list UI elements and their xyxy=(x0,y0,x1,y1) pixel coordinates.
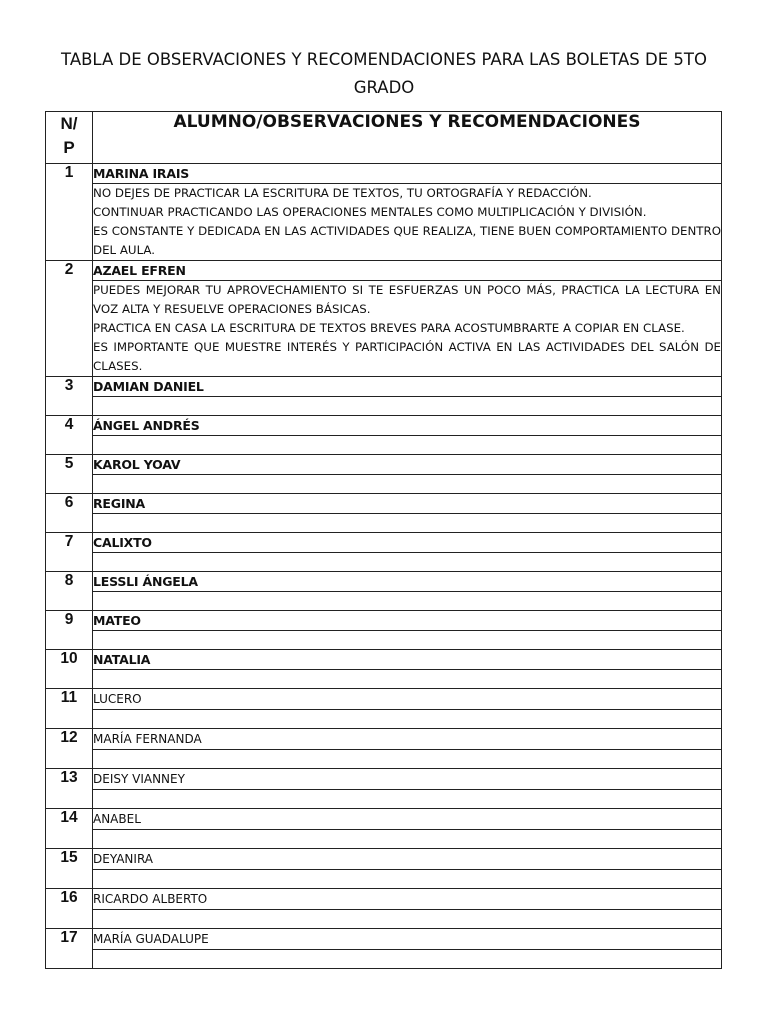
header-main-cell: ALUMNO/OBSERVACIONES Y RECOMENDACIONES xyxy=(93,112,722,164)
observations-cell xyxy=(93,670,722,689)
document-title xyxy=(46,46,722,102)
student-name: MARINA IRAIS xyxy=(93,164,722,184)
student-name: DEYANIRA xyxy=(93,849,722,870)
observations-cell xyxy=(93,631,722,650)
student-name: MATEO xyxy=(93,611,722,631)
row-number: 8 xyxy=(46,572,93,611)
student-name: ÁNGEL ANDRÉS xyxy=(93,416,722,436)
row-number: 3 xyxy=(46,377,93,416)
table-row xyxy=(46,769,722,790)
table-row-observations xyxy=(46,830,722,849)
table-row-observations xyxy=(46,397,722,416)
table-row xyxy=(46,261,722,281)
observations-cell xyxy=(93,436,722,455)
observation-line: PRACTICA EN CASA LA ESCRITURA DE TEXTOS BREVES PARA ACOSTUMBRARTE A COPIAR EN CLASE. xyxy=(93,321,685,335)
table-row xyxy=(46,377,722,397)
table-row xyxy=(46,849,722,870)
row-number: 10 xyxy=(46,650,93,689)
observations-cell xyxy=(93,514,722,533)
row-number: 11 xyxy=(46,689,93,729)
table-row-observations xyxy=(46,184,722,261)
row-number: 6 xyxy=(46,494,93,533)
row-number: 4 xyxy=(46,416,93,455)
row-number: 9 xyxy=(46,611,93,650)
observation-line: ES CONSTANTE Y DEDICADA EN LAS ACTIVIDADES QUE REALIZA, TIENE BUEN COMPORTAMIENTO DENTRO DEL AULA. xyxy=(93,224,721,257)
row-number: 7 xyxy=(46,533,93,572)
table-row-observations xyxy=(46,281,722,377)
observations-cell xyxy=(93,281,722,377)
observation-line: NO DEJES DE PRACTICAR LA ESCRITURA DE TEXTOS, TU ORTOGRAFÍA Y REDACCIÓN. xyxy=(93,186,592,200)
table-row-observations xyxy=(46,790,722,809)
student-name: ANABEL xyxy=(93,809,722,830)
table-row xyxy=(46,729,722,750)
row-number: 14 xyxy=(46,809,93,849)
table-row-observations xyxy=(46,950,722,969)
student-name: RICARDO ALBERTO xyxy=(93,889,722,910)
table-row xyxy=(46,611,722,631)
row-number: 2 xyxy=(46,261,93,377)
observations-cell xyxy=(93,870,722,889)
student-name: DEISY VIANNEY xyxy=(93,769,722,790)
student-name: AZAEL EFREN xyxy=(93,261,722,281)
row-number: 15 xyxy=(46,849,93,889)
observations-cell xyxy=(93,710,722,729)
table-row-observations xyxy=(46,553,722,572)
table-row xyxy=(46,809,722,830)
table-row xyxy=(46,689,722,710)
table-row xyxy=(46,455,722,475)
student-name: DAMIAN DANIEL xyxy=(93,377,722,397)
row-number: 5 xyxy=(46,455,93,494)
row-number: 17 xyxy=(46,929,93,969)
header-np-cell xyxy=(46,112,93,164)
table-row xyxy=(46,889,722,910)
table-row-observations xyxy=(46,475,722,494)
observations-cell xyxy=(93,790,722,809)
table-header-row xyxy=(46,112,722,164)
observations-cell xyxy=(93,184,722,261)
table-row xyxy=(46,533,722,553)
table-row xyxy=(46,572,722,592)
student-name: MARÍA GUADALUPE xyxy=(93,929,722,950)
observations-cell xyxy=(93,475,722,494)
row-number: 12 xyxy=(46,729,93,769)
observations-cell xyxy=(93,553,722,572)
header-np-line-2: P xyxy=(63,138,75,157)
table-row xyxy=(46,164,722,184)
table-row xyxy=(46,929,722,950)
observations-cell xyxy=(93,830,722,849)
table-row xyxy=(46,650,722,670)
student-name: LESSLI ÁNGELA xyxy=(93,572,722,592)
row-number: 1 xyxy=(46,164,93,261)
observations-cell xyxy=(93,910,722,929)
table-row-observations xyxy=(46,514,722,533)
observations-cell xyxy=(93,750,722,769)
student-name: KAROL YOAV xyxy=(93,455,722,475)
table-row-observations xyxy=(46,910,722,929)
observation-line: ES IMPORTANTE QUE MUESTRE INTERÉS Y PARTICIPACIÓN ACTIVA EN LAS ACTIVIDADES DEL SALÓN DE CLASES. xyxy=(93,340,721,373)
table-row-observations xyxy=(46,436,722,455)
table-row-observations xyxy=(46,670,722,689)
table-row-observations xyxy=(46,592,722,611)
observations-cell xyxy=(93,592,722,611)
observations-cell xyxy=(93,950,722,969)
student-name: CALIXTO xyxy=(93,533,722,553)
student-name: LUCERO xyxy=(93,689,722,710)
table-row xyxy=(46,416,722,436)
row-number: 16 xyxy=(46,889,93,929)
student-name: REGINA xyxy=(93,494,722,514)
table-row xyxy=(46,494,722,514)
observations-table xyxy=(45,111,722,969)
document-title-line-1: TABLA DE OBSERVACIONES Y RECOMENDACIONES PARA LAS BOLETAS DE 5TO xyxy=(61,50,707,69)
table-row-observations xyxy=(46,631,722,650)
student-name: MARÍA FERNANDA xyxy=(93,729,722,750)
observation-line: PUEDES MEJORAR TU APROVECHAMIENTO SI TE ESFUERZAS UN POCO MÁS, PRACTICA LA LECTURA EN VOZ ALTA Y RESUELVE OPERACIONES BÁSICAS. xyxy=(93,283,721,316)
observation-line: CONTINUAR PRACTICANDO LAS OPERACIONES MENTALES COMO MULTIPLICACIÓN Y DIVISIÓN. xyxy=(93,205,647,219)
row-number: 13 xyxy=(46,769,93,809)
student-name: NATALIA xyxy=(93,650,722,670)
table-row-observations xyxy=(46,870,722,889)
document-title-line-2: GRADO xyxy=(353,78,415,97)
observations-cell xyxy=(93,397,722,416)
table-row-observations xyxy=(46,710,722,729)
header-np-line-1: N/ xyxy=(60,114,78,133)
table-row-observations xyxy=(46,750,722,769)
